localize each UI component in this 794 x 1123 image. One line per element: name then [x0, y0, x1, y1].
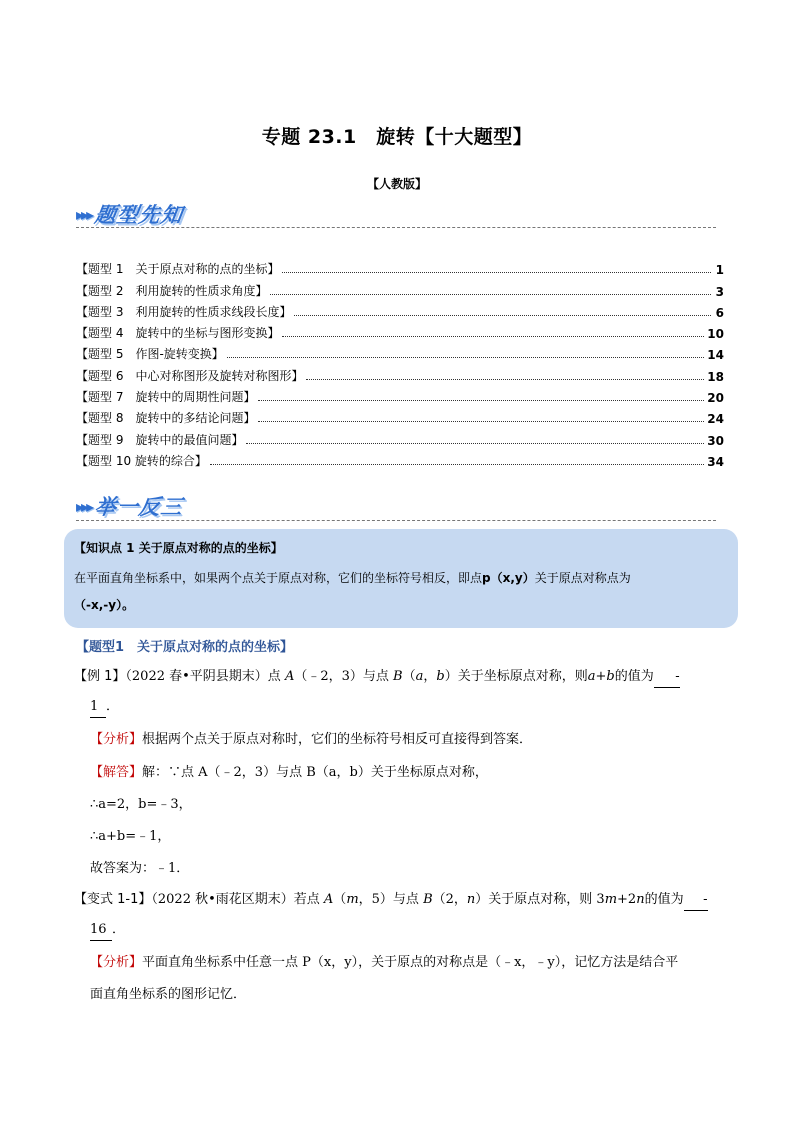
knowledge-title: 【知识点 1 关于原点对称的点的坐标】 — [74, 541, 283, 555]
toc-entry[interactable] — [76, 277, 724, 298]
toc-entry-label: 【题型 6 中心对称图形及旋转对称图形】 — [76, 368, 304, 383]
dashed-divider — [76, 227, 716, 228]
toc-entry-page: 14 — [707, 348, 724, 363]
triple-arrow-icon: ▸▸▸ — [76, 496, 92, 516]
banner-title: 举一反三 — [93, 495, 185, 519]
toc-entry-label: 【题型 5 作图-旋转变换】 — [76, 347, 224, 362]
toc-entry-label: 【题型 1 关于原点对称的点的坐标】 — [76, 262, 280, 277]
toc-entry[interactable] — [76, 362, 724, 383]
banner-practice — [76, 491, 183, 521]
example-1-question: 【例 1】（2022 春•平阴县期末）点 A（﹣2，3）与点 B（a，b）关于坐标原点对称，则a+b的值为 - — [74, 667, 680, 688]
section-heading: 【题型1 关于原点对称的点的坐标】 — [76, 640, 294, 655]
solution-1-line-2: ∴a=2，b=﹣3， — [90, 797, 192, 812]
toc-entry[interactable] — [76, 448, 724, 469]
toc-entry[interactable] — [76, 384, 724, 405]
triple-arrow-icon: ▸▸▸ — [76, 204, 92, 224]
toc-leader-dots — [282, 336, 704, 337]
toc-entry-page: 1 — [715, 263, 724, 278]
knowledge-body: 在平面直角坐标系中，如果两个点关于原点对称，它们的坐标符号相反，即点p（x,y）关于原点对称点为 （-x,-y）。 — [74, 571, 631, 612]
edition-label: 【人教版】 — [366, 177, 427, 191]
toc-entry[interactable] — [76, 320, 724, 341]
analysis-2-line-2: 面直角坐标系的图形记忆． — [90, 987, 247, 1002]
variant-1-1-question: 【变式 1-1】（2022 秋•雨花区期末）若点 A（m，5）与点 B（2，n）关于原点对称，则 3m+2n的值为 - — [74, 890, 708, 911]
toc-leader-dots — [270, 294, 711, 295]
toc-entry[interactable] — [76, 405, 724, 426]
toc-entry[interactable] — [76, 426, 724, 447]
toc-entry-label: 【题型 4 旋转中的坐标与图形变换】 — [76, 326, 280, 341]
toc-entry-page: 24 — [707, 412, 724, 427]
toc-entry[interactable] — [76, 256, 724, 277]
banner-title: 题型先知 — [93, 203, 185, 227]
solution-1-line-4: 故答案为：﹣1． — [90, 861, 190, 876]
answer-blank: - — [684, 890, 708, 911]
toc-leader-dots — [210, 464, 704, 465]
toc-leader-dots — [282, 272, 711, 273]
toc-entry-page: 20 — [707, 391, 724, 406]
solution-1-line-1: 【解答】解：∵点 A（﹣2，3）与点 B（a，b）关于坐标原点对称， — [90, 765, 488, 780]
toc-leader-dots — [246, 443, 704, 444]
analysis-2-line-1: 【分析】平面直角坐标系中任意一点 P（x，y），关于原点的对称点是（﹣x，﹣y），记忆方法是结合平 — [90, 955, 679, 970]
toc-entry-page: 18 — [707, 369, 724, 384]
page-title: 专题 23.1 旋转【十大题型】 — [261, 126, 533, 148]
toc-leader-dots — [306, 379, 704, 380]
dashed-divider — [76, 520, 716, 521]
toc-entry-page: 30 — [707, 433, 724, 448]
toc-entry-label: 【题型 10 旋转的综合】 — [76, 453, 207, 468]
toc-entry-page: 34 — [707, 454, 724, 469]
table-of-contents — [76, 256, 724, 469]
toc-entry[interactable] — [76, 341, 724, 362]
toc-entry-label: 【题型 9 旋转中的最值问题】 — [76, 432, 244, 447]
toc-leader-dots — [227, 357, 705, 358]
answer-blank: - — [654, 667, 680, 688]
toc-entry-label: 【题型 7 旋转中的周期性问题】 — [76, 390, 256, 405]
toc-leader-dots — [258, 400, 704, 401]
toc-entry-label: 【题型 3 利用旋转的性质求线段长度】 — [76, 304, 292, 319]
toc-entry[interactable] — [76, 299, 724, 320]
toc-entry-page: 10 — [707, 327, 724, 342]
banner-topic-preview — [76, 199, 183, 229]
toc-entry-label: 【题型 2 利用旋转的性质求角度】 — [76, 283, 268, 298]
analysis-1: 【分析】根据两个点关于原点对称时，它们的坐标符号相反可直接得到答案． — [90, 732, 533, 747]
toc-entry-label: 【题型 8 旋转中的多结论问题】 — [76, 411, 256, 426]
toc-entry-page: 3 — [715, 284, 724, 299]
knowledge-point-box — [64, 529, 738, 628]
toc-entry-page: 6 — [715, 305, 724, 320]
example-1-answer: 1 ． — [90, 697, 119, 718]
toc-leader-dots — [258, 421, 704, 422]
toc-leader-dots — [294, 315, 711, 316]
solution-1-line-3: ∴a+b=﹣1， — [90, 829, 171, 844]
variant-1-1-answer: 16 ． — [90, 920, 125, 941]
